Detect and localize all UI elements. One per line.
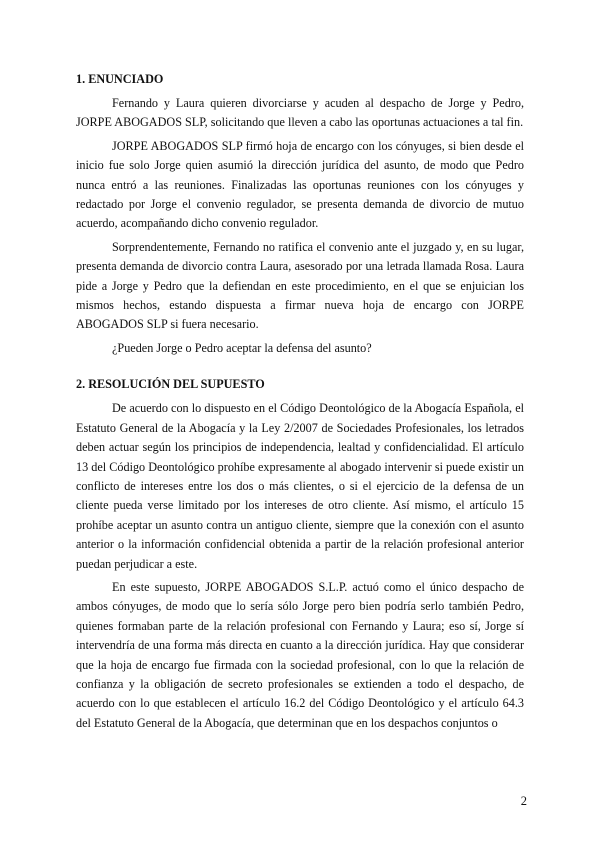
paragraph: JORPE ABOGADOS SLP firmó hoja de encargo con los cónyuges, si bien desde el inicio fue solo Jorge quien asumió la dirección jurídica del asunto, de modo que Pedro nunca entró a las reuniones. Finalizadas las oportunas reuniones con los cónyuges y redactado por Jorge el convenio regulador, se presenta demanda de divorcio de mutuo acuerdo, acompañando dicho convenio regulador. <box>76 138 524 231</box>
paragraph: Fernando y Laura quieren divorciarse y acuden al despacho de Jorge y Pedro, JORPE ABOGADOS SLP, solicitando que lleven a cabo las oportunas actuaciones a tal fin. <box>76 96 524 130</box>
section-enunciado <box>76 70 524 358</box>
paragraph: De acuerdo con lo dispuesto en el Código Deontológico de la Abogacía Española, el Estatuto General de la Abogacía y la Ley 2/2007 de Sociedades Profesionales, los letrados deben actuar según los principios de independencia, lealtad y confidencialidad. El artículo 13 del Código Deontológico prohíbe expresamente al abogado intervenir si puede existir un conflicto de intereses entre los dos o más clientes, o si el ejercicio de la defensa de un cliente pueda verse limitado por los intereses de otro cliente. Así mismo, el artículo 15 prohíbe aceptar un asunto contra un antiguo cliente, siempre que la conexión con el asunto anterior o la información confidencial obtenida a partir de la relación profesional anterior puedan perjudicar a este. <box>76 401 524 571</box>
section-heading: 1. ENUNCIADO <box>76 72 164 86</box>
page-number: 2 <box>520 794 527 808</box>
section-resolucion <box>76 375 524 733</box>
paragraph: Sorprendentemente, Fernando no ratifica el convenio ante el juzgado y, en su lugar, presenta demanda de divorcio contra Laura, asesorado por una letrada llamada Rosa. Laura pide a Jorge y Pedro que la defiendan en este procedimiento, en el que se enjuician los mismos hechos, estando dispuesta a firmar nueva hoja de encargo con JORPE ABOGADOS SLP si fuera necesario. <box>76 239 524 332</box>
section-heading: 2. RESOLUCIÓN DEL SUPUESTO <box>76 377 265 392</box>
paragraph: En este supuesto, JORPE ABOGADOS S.L.P. actuó como el único despacho de ambos cónyuges, de modo que lo sería sólo Jorge pero bien podría serlo también Pedro, quienes formaban parte de la relación profesional con Fernando y Laura; eso sí, Jorge sí intervendría de una forma más directa en cuanto a la dirección jurídica. Hay que considerar que la hoja de encargo fue firmada con la sociedad profesional, con lo que la relación de confianza y la obligación de secreto profesionales se extienden a todo el despacho, de acuerdo con lo que establecen el artículo 16.2 del Código Deontológico y el artículo 64.3 del Estatuto General de la Abogacía, que determinan que en los despachos conjuntos o <box>76 579 524 730</box>
paragraph: ¿Pueden Jorge o Pedro aceptar la defensa del asunto? <box>112 340 372 355</box>
